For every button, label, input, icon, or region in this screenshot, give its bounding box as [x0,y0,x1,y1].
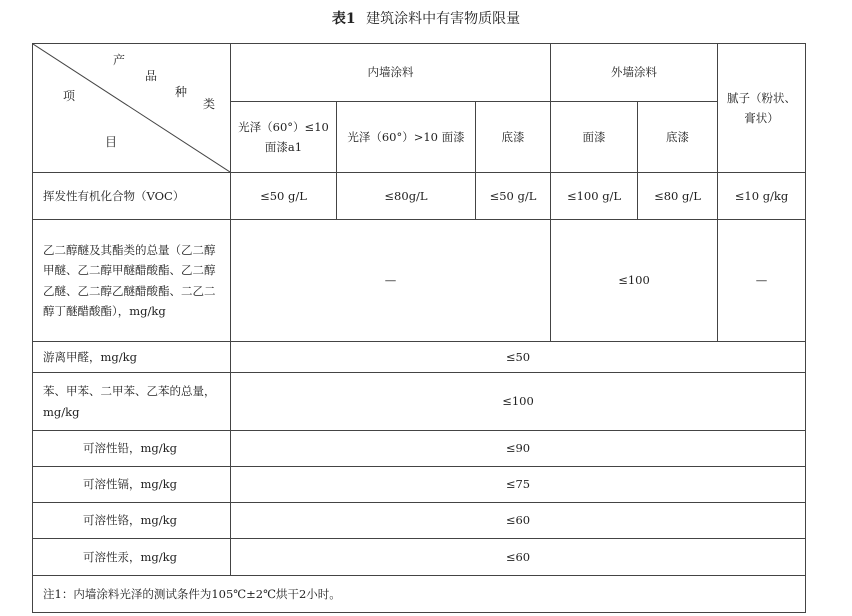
interior-coating-header: 内墙涂料 [231,44,551,102]
diag-char-mu: 目 [105,135,118,149]
row-label-glycol-ethers: 乙二醇醚及其酯类的总量（乙二醇甲醚、乙二醇甲醚醋酸酯、乙二醇乙醚、乙二醇乙醚醋酸酯、二乙二醇丁醚醋酸酯），mg/kg [33,220,231,342]
table-row [33,576,806,613]
table-row [33,173,806,220]
table-row [33,539,806,576]
diag-char-lei: 类 [203,97,216,111]
row-label-mercury: 可溶性汞，mg/kg [33,539,231,576]
interior-primer-header: 底漆 [476,102,551,173]
chromium-value: ≤60 [231,503,806,539]
voc-value: ≤100 g/L [551,173,638,220]
table-title-text: 建筑涂料中有害物质限量 [366,11,521,27]
row-label-lead: 可溶性铅，mg/kg [33,431,231,467]
diag-char-xiang: 项 [63,89,76,103]
mercury-value: ≤60 [231,539,806,576]
diag-char-pin: 品 [145,69,158,83]
row-label-formaldehyde: 游离甲醛，mg/kg [33,342,231,373]
table-row [33,467,806,503]
cadmium-value: ≤75 [231,467,806,503]
table-title [0,8,852,28]
exterior-topcoat-header: 面漆 [551,102,638,173]
row-label-cadmium: 可溶性镉，mg/kg [33,467,231,503]
exterior-primer-header: 底漆 [638,102,718,173]
limits-table [32,43,806,613]
table-row [33,220,806,342]
row-label-chromium: 可溶性铬，mg/kg [33,503,231,539]
voc-value: ≤10 g/kg [718,173,806,220]
row-label-benzene-total: 苯、甲苯、二甲苯、乙苯的总量，mg/kg [33,373,231,431]
benzene-value: ≤100 [231,373,806,431]
gloss-low-topcoat-header: 光泽（60°）≤10 面漆a1 [231,102,337,173]
table-row [33,373,806,431]
diagonal-header-cell [33,44,231,173]
voc-value: ≤50 g/L [476,173,551,220]
diagonal-line [33,44,230,172]
glycol-putty-value: — [718,220,806,342]
table-row [33,342,806,373]
voc-value: ≤80 g/L [638,173,718,220]
table-row [33,503,806,539]
putty-header: 腻子（粉状、膏状） [718,44,806,173]
glycol-interior-value: — [231,220,551,342]
formaldehyde-value: ≤50 [231,342,806,373]
glycol-exterior-value: ≤100 [551,220,718,342]
diag-char-chan: 产 [113,53,126,67]
voc-value: ≤80g/L [337,173,476,220]
gloss-high-topcoat-header: 光泽（60°）>10 面漆 [337,102,476,173]
table-row [33,431,806,467]
lead-value: ≤90 [231,431,806,467]
voc-value: ≤50 g/L [231,173,337,220]
exterior-coating-header: 外墙涂料 [551,44,718,102]
table-note: 注1：内墙涂料光泽的测试条件为105℃±2℃烘干2小时。 [33,576,806,613]
table-number: 表1 [331,11,356,27]
diag-char-zhong: 种 [175,85,188,99]
row-label-voc: 挥发性有机化合物（VOC） [33,173,231,220]
